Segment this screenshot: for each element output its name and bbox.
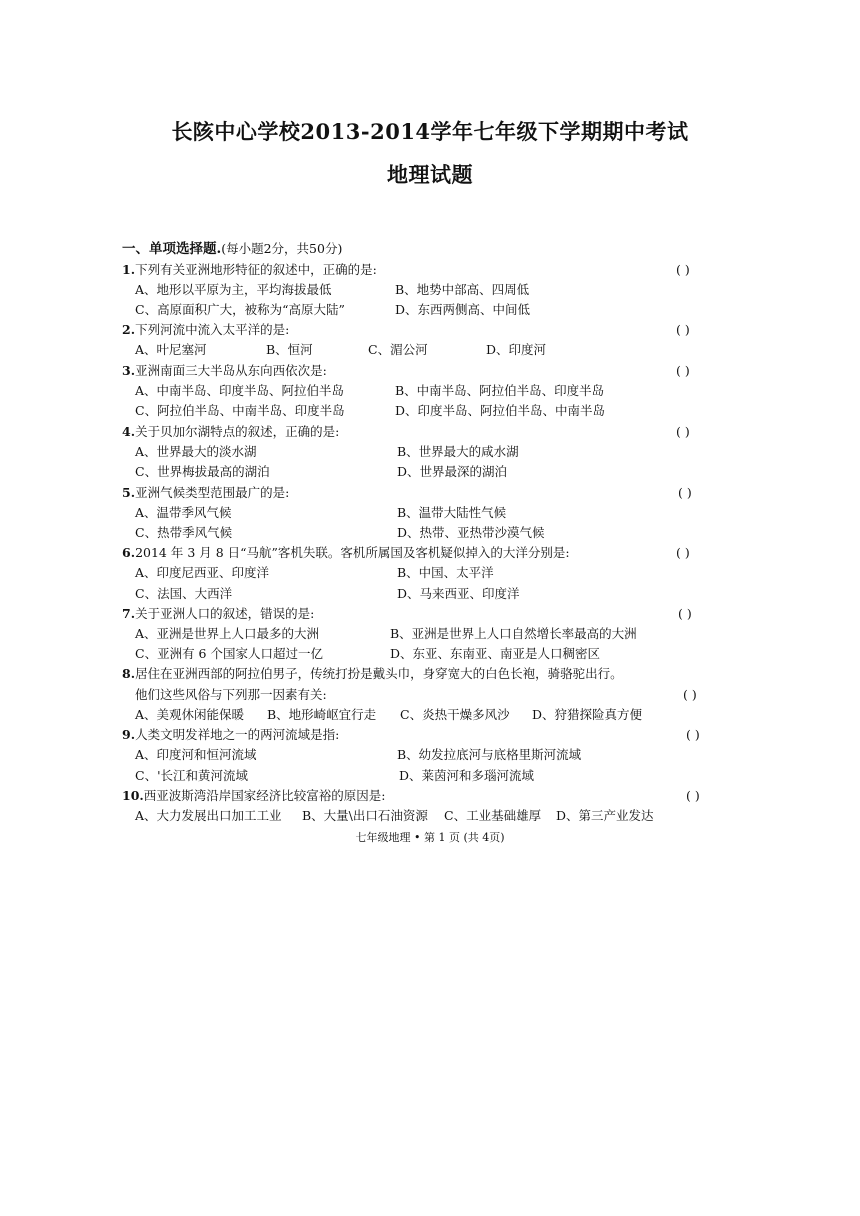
question-text: 下列河流中流入太平洋的是:: [135, 322, 290, 337]
option-b: B、亚洲是世界上人口自然增长率最高的大洲: [390, 626, 637, 641]
question-text: 下列有关亚洲地形特征的叙述中，正确的是:: [135, 262, 377, 277]
question-6: [122, 544, 570, 562]
option-d: D、马来西亚、印度洋: [397, 586, 520, 601]
option-a: A、中南半岛、印度半岛、阿拉伯半岛: [135, 383, 345, 398]
option-d: D、莱茵河和多瑙河流域: [399, 768, 535, 783]
question-number: 10.: [122, 788, 144, 803]
question-8: [122, 665, 623, 683]
section-heading: [122, 240, 342, 258]
option-c: C、亚洲有 6 个国家人口超过一亿: [135, 646, 323, 661]
answer-parentheses: ( ): [678, 485, 692, 500]
question-number: 3.: [122, 363, 136, 378]
question-number: 8.: [122, 666, 136, 681]
option-a: A、大力发展出口加工工业: [135, 808, 282, 823]
answer-parentheses: ( ): [676, 262, 690, 277]
answer-parentheses: ( ): [676, 363, 690, 378]
option-d: D、印度河: [486, 342, 547, 357]
option-a: A、印度河和恒河流域: [135, 747, 257, 762]
answer-parentheses: ( ): [676, 545, 690, 560]
option-a: A、温带季风气候: [135, 505, 232, 520]
question-4: [122, 423, 339, 441]
option-a: A、印度尼西亚、印度洋: [135, 565, 270, 580]
question-number: 6.: [122, 545, 136, 560]
option-c: C、热带季风气候: [135, 525, 233, 540]
option-c: C、炎热干燥多风沙: [400, 707, 510, 722]
option-d: D、第三产业发达: [556, 808, 654, 823]
question-10: [122, 787, 385, 805]
option-b: B、温带大陆性气候: [397, 505, 507, 520]
option-d: D、东西两侧高、中间低: [395, 302, 531, 317]
question-text: 亚洲南面三大半岛从东向西依次是:: [135, 363, 327, 378]
question-text: 关于亚洲人口的叙述，错误的是:: [135, 606, 315, 621]
option-a: A、美观休闲能保暖: [135, 707, 245, 722]
option-c: C、湄公河: [368, 342, 428, 357]
question-text: 亚洲气候类型范围最广的是:: [135, 485, 290, 500]
answer-parentheses: ( ): [676, 424, 690, 439]
question-number: 2.: [122, 322, 136, 337]
option-b: B、中国、太平洋: [397, 565, 494, 580]
question-1: [122, 261, 377, 279]
question-text: 2014 年 3 月 8 日“马航”客机失联。客机所属国及客机疑似掉入的大洋分别是:: [135, 545, 570, 560]
option-c: C、世界梅拔最高的湖泊: [135, 464, 270, 479]
question-number: 5.: [122, 485, 136, 500]
option-c: C、'长江和黄河流域: [135, 768, 249, 783]
option-d: D、热带、亚热带沙漠气候: [397, 525, 545, 540]
answer-parentheses: ( ): [686, 727, 700, 742]
question-number: 9.: [122, 727, 136, 742]
question-number: 7.: [122, 606, 136, 621]
option-b: B、大量\出口石油资源: [302, 808, 428, 823]
option-a: A、世界最大的淡水湖: [135, 444, 257, 459]
answer-parentheses: ( ): [683, 687, 697, 702]
question-number: 4.: [122, 424, 136, 439]
option-b: B、地势中部高、四周低: [395, 282, 530, 297]
page-footer: 七年级地理 • 第 1 页 (共 4页): [355, 831, 505, 844]
option-a: A、地形以平原为主，平均海拔最低: [135, 282, 332, 297]
question-5: [122, 484, 289, 502]
question-text: 居住在亚洲西部的阿拉伯男子，传统打扮是戴头巾，身穿宽大的白色长袍，骑骆驼出行。: [135, 666, 623, 681]
question-2: [122, 321, 289, 339]
option-c: C、阿拉伯半岛、中南半岛、印度半岛: [135, 403, 345, 418]
option-a: A、叶尼塞河: [135, 342, 207, 357]
question-3: [122, 362, 327, 380]
option-a: A、亚洲是世界上人口最多的大洲: [135, 626, 320, 641]
option-b: B、中南半岛、阿拉伯半岛、印度半岛: [395, 383, 605, 398]
option-b: B、幼发拉底河与底格里斯河流域: [397, 747, 582, 762]
option-b: B、地形崎岖宜行走: [267, 707, 377, 722]
question-9: [122, 726, 339, 744]
option-d: D、东亚、东南亚、南亚是人口稠密区: [390, 646, 601, 661]
option-b: B、世界最大的咸水湖: [397, 444, 519, 459]
section-note: (每小题2分，共50分): [221, 241, 343, 256]
option-c: C、工业基础雄厚: [444, 808, 542, 823]
exam-subtitle: 地理试题: [387, 162, 473, 187]
question-7: [122, 605, 314, 623]
option-c: C、高原面积广大，被称为“高原大陆”: [135, 302, 345, 317]
question-text: 西亚波斯湾沿岸国家经济比较富裕的原因是:: [143, 788, 386, 803]
option-c: C、法国、大西洋: [135, 586, 233, 601]
question-text: 人类文明发祥地之一的两河流域是指:: [135, 727, 340, 742]
question-text: 关于贝加尔湖特点的叙述，正确的是:: [135, 424, 340, 439]
question-text-continued: 他们这些风俗与下列那一因素有关:: [135, 687, 327, 702]
option-d: D、印度半岛、阿拉伯半岛、中南半岛: [395, 403, 606, 418]
option-d: D、狩猎探险真方便: [532, 707, 643, 722]
exam-title: 长陔中心学校2013-2014学年七年级下学期期中考试: [171, 119, 689, 144]
option-b: B、恒河: [266, 342, 313, 357]
section-heading-label: 一、单项选择题.: [122, 241, 222, 257]
answer-parentheses: ( ): [676, 322, 690, 337]
question-number: 1.: [122, 262, 136, 277]
option-d: D、世界最深的湖泊: [397, 464, 508, 479]
answer-parentheses: ( ): [678, 606, 692, 621]
answer-parentheses: ( ): [686, 788, 700, 803]
